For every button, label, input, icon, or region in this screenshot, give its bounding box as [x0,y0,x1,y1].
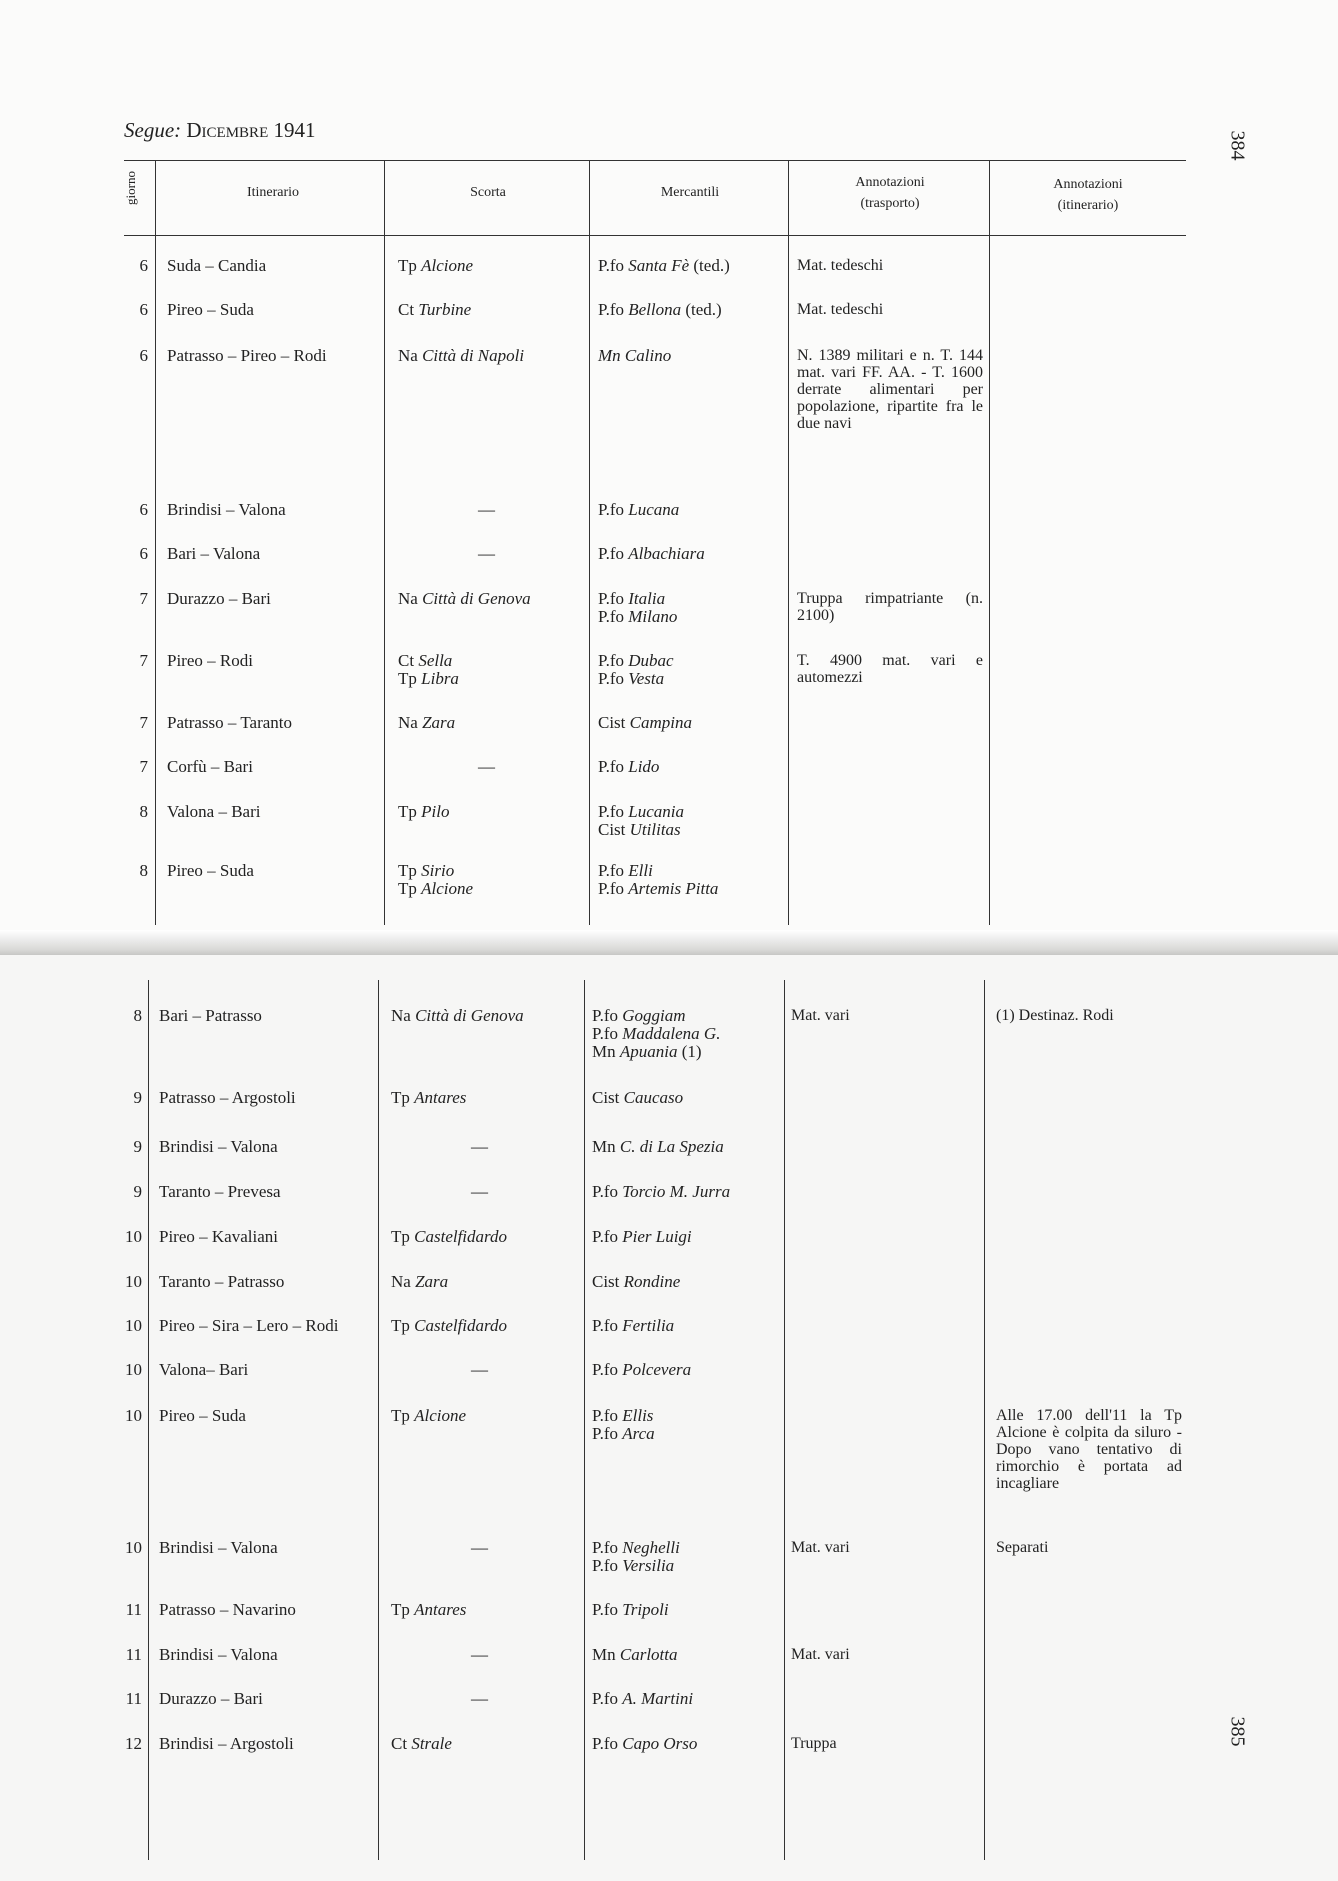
cell-mercantili: P.fo Tripoli [592,1600,669,1619]
cell-giorno: 10 [125,1406,142,1425]
cell-scorta: — [471,1538,488,1557]
cell-annotazioni-trasporto: Mat. tedeschi [797,301,884,318]
cell-annotazioni-trasporto: Mat. vari [791,1007,850,1024]
cell-mercantili: P.fo Bellona (ted.) [598,300,722,319]
cell-mercantili: P.fo Ellis P.fo Arca [592,1406,655,1443]
cell-giorno: 7 [139,757,148,776]
cell-giorno: 8 [139,802,148,821]
col-rule-3 [589,160,590,925]
cell-annotazioni-trasporto: Truppa rimpatriante (n. 2100) [797,590,983,624]
cell-itinerario: Bari – Valona [167,544,261,563]
cell-giorno: 9 [133,1182,142,1201]
col-rule-2 [384,160,385,925]
cell-annotazioni-trasporto: Truppa [791,1735,837,1752]
cell-itinerario: Valona– Bari [159,1360,249,1379]
column-header-mercantili: Mercantili [660,185,720,200]
cell-annotazioni-itinerario: (1) Destinaz. Rodi [996,1007,1114,1024]
cell-scorta: Tp Castelfidardo [391,1227,508,1246]
cell-mercantili: P.fo Albachiara [598,544,705,563]
cell-scorta: — [471,1182,488,1201]
cell-scorta: — [478,500,495,519]
cell-scorta: Tp Antares [391,1088,467,1107]
cell-mercantili: P.fo Polcevera [592,1360,692,1379]
cell-itinerario: Bari – Patrasso [159,1006,262,1025]
cell-mercantili: P.fo Elli P.fo Artemis Pitta [598,861,719,898]
cell-giorno: 11 [125,1689,142,1708]
cell-mercantili: P.fo Lido [598,757,660,776]
cell-itinerario: Pireo – Sira – Lero – Rodi [159,1316,339,1335]
page-number-bottom: 385 [1226,1716,1249,1747]
cell-scorta: Ct Turbine [398,300,472,319]
col-rule-b4 [784,980,785,1860]
cell-mercantili: P.fo Dubac P.fo Vesta [598,651,674,688]
cell-giorno: 10 [125,1538,142,1557]
cell-giorno: 6 [139,544,148,563]
header-month: Dicembre [186,118,269,142]
cell-itinerario: Brindisi – Valona [159,1137,278,1156]
cell-giorno: 8 [133,1006,142,1025]
column-header-itinerario: Itinerario [246,185,300,200]
cell-scorta: Tp Alcione [398,256,474,275]
cell-scorta: Na Città di Genova [398,589,531,608]
header-year: 1941 [273,118,316,142]
cell-giorno: 11 [125,1600,142,1619]
cell-scorta: Ct Strale [391,1734,452,1753]
cell-mercantili: P.fo Lucania Cist Utilitas [598,802,684,839]
cell-annotazioni-trasporto: Mat. vari [791,1646,850,1663]
header-prefix: Segue: [124,118,182,142]
cell-itinerario: Pireo – Kavaliani [159,1227,278,1246]
col-rule-b2 [378,980,379,1860]
cell-itinerario: Durazzo – Bari [159,1689,263,1708]
cell-giorno: 7 [139,713,148,732]
cell-scorta: — [471,1689,488,1708]
column-header-annotazioni-itinerario: Annotazioni (itinerario) [1053,177,1123,213]
cell-itinerario: Brindisi – Valona [159,1538,278,1557]
cell-giorno: 11 [125,1645,142,1664]
cell-itinerario: Patrasso – Taranto [167,713,293,732]
cell-scorta: — [471,1360,488,1379]
header-bottom-rule [124,235,1186,236]
column-header-giorno: giorno [122,171,138,205]
page-385 [0,955,1338,1881]
cell-scorta: Na Zara [391,1272,449,1291]
cell-giorno: 8 [139,861,148,880]
cell-annotazioni-trasporto: N. 1389 militari e n. T. 144 mat. vari FF. AA. - T. 1600 derrate alimentari per popolazione, ripartite fra le due navi [797,347,983,432]
cell-mercantili: Mn Carlotta [592,1645,678,1664]
cell-giorno: 6 [139,300,148,319]
cell-itinerario: Pireo – Suda [167,861,254,880]
cell-mercantili: P.fo Italia P.fo Milano [598,589,678,626]
cell-mercantili: Cist Caucaso [592,1088,684,1107]
cell-scorta: Tp Pilo [398,802,450,821]
cell-scorta: Tp Alcione [391,1406,467,1425]
running-header [124,118,315,143]
cell-mercantili: P.fo Capo Orso [592,1734,698,1753]
cell-itinerario: Brindisi – Argostoli [159,1734,294,1753]
cell-itinerario: Durazzo – Bari [167,589,271,608]
cell-scorta: Tp Sirio Tp Alcione [398,861,474,898]
cell-giorno: 7 [139,651,148,670]
cell-giorno: 7 [139,589,148,608]
header-top-rule [124,160,1186,161]
cell-giorno: 9 [133,1088,142,1107]
page-number-top: 384 [1226,130,1249,161]
cell-itinerario: Suda – Candia [167,256,267,275]
cell-mercantili: Cist Campina [598,713,692,732]
cell-itinerario: Brindisi – Valona [167,500,286,519]
cell-mercantili: P.fo Goggiam P.fo Maddalena G. Mn Apuania (1) [592,1006,721,1061]
page-384 [0,0,1338,940]
cell-itinerario: Corfù – Bari [167,757,253,776]
cell-mercantili: P.fo Neghelli P.fo Versilia [592,1538,680,1575]
cell-giorno: 10 [125,1316,142,1335]
cell-giorno: 10 [125,1360,142,1379]
cell-annotazioni-trasporto: T. 4900 mat. vari e automezzi [797,652,983,686]
cell-scorta: Na Città di Napoli [398,346,525,365]
col-rule-4 [788,160,789,925]
cell-scorta: Ct Sella Tp Libra [398,651,459,688]
col-rule-b3 [584,980,585,1860]
cell-scorta: Na Città di Genova [391,1006,524,1025]
cell-scorta: — [478,757,495,776]
cell-giorno: 9 [133,1137,142,1156]
cell-annotazioni-itinerario: Separati [996,1539,1049,1556]
cell-mercantili: Mn Calino [598,346,672,365]
cell-scorta: Tp Castelfidardo [391,1316,508,1335]
cell-itinerario: Pireo – Suda [159,1406,246,1425]
cell-itinerario: Pireo – Suda [167,300,254,319]
cell-itinerario: Patrasso – Navarino [159,1600,296,1619]
col-rule-5 [989,160,990,925]
cell-itinerario: Patrasso – Pireo – Rodi [167,346,327,365]
cell-annotazioni-trasporto: Mat. vari [791,1539,850,1556]
col-rule-1 [155,160,156,925]
cell-giorno: 6 [139,256,148,275]
cell-mercantili: Mn C. di La Spezia [592,1137,724,1156]
cell-itinerario: Patrasso – Argostoli [159,1088,296,1107]
cell-itinerario: Taranto – Prevesa [159,1182,281,1201]
cell-mercantili: P.fo Santa Fè (ted.) [598,256,730,275]
cell-scorta: — [478,544,495,563]
cell-itinerario: Pireo – Rodi [167,651,253,670]
col-rule-b5 [984,980,985,1860]
cell-giorno: 10 [125,1227,142,1246]
cell-scorta: Tp Antares [391,1600,467,1619]
cell-mercantili: P.fo Torcio M. Jurra [592,1182,731,1201]
cell-itinerario: Taranto – Patrasso [159,1272,285,1291]
cell-mercantili: P.fo Pier Luigi [592,1227,692,1246]
column-header-annotazioni-trasporto: Annotazioni (trasporto) [855,175,925,211]
cell-giorno: 12 [125,1734,142,1753]
cell-scorta: — [471,1137,488,1156]
cell-itinerario: Valona – Bari [167,802,261,821]
cell-mercantili: P.fo Fertilia [592,1316,675,1335]
col-rule-b1 [148,980,149,1860]
cell-giorno: 10 [125,1272,142,1291]
cell-giorno: 6 [139,346,148,365]
cell-scorta: — [471,1645,488,1664]
cell-mercantili: P.fo A. Martini [592,1689,694,1708]
cell-scorta: Na Zara [398,713,456,732]
column-header-scorta: Scorta [470,185,506,200]
cell-annotazioni-trasporto: Mat. tedeschi [797,257,884,274]
cell-giorno: 6 [139,500,148,519]
cell-itinerario: Brindisi – Valona [159,1645,278,1664]
cell-annotazioni-itinerario: Alle 17.00 dell'11 la Tp Alcione è colpita da siluro - Dopo vano tentativo di rimorchio è portata ad incagliare [996,1407,1182,1492]
cell-mercantili: P.fo Lucana [598,500,680,519]
cell-mercantili: Cist Rondine [592,1272,681,1291]
